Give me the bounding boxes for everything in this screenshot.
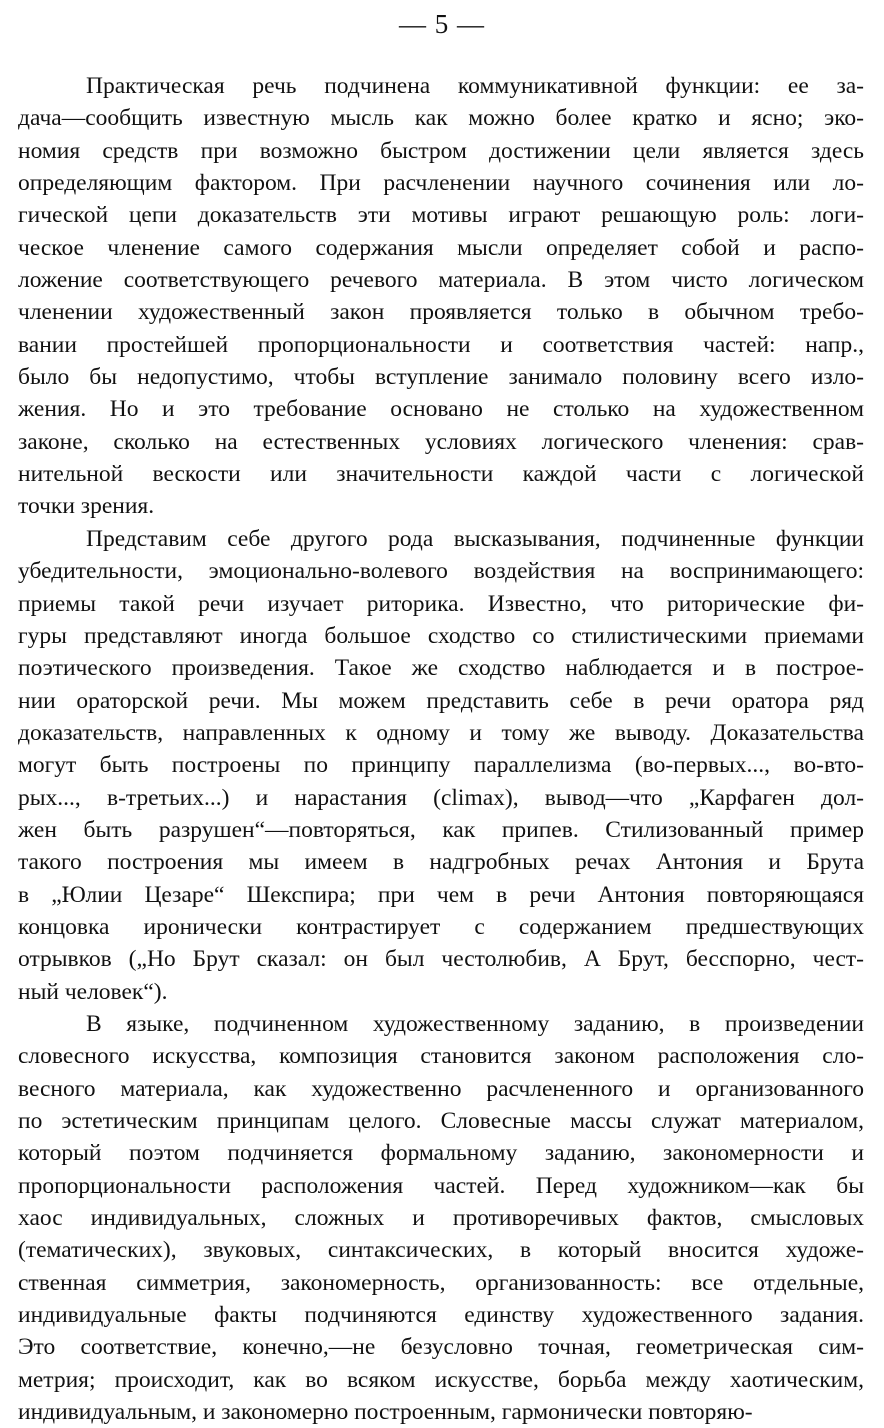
text-line: определяющим фактором. При расчленении научного сочинения или ло- [18, 170, 864, 197]
text-line: было бы недопустимо, чтобы вступление занимало половину всего изло- [18, 364, 864, 391]
text-line: весного материала, как художественно расчлененного и организованного [18, 1075, 864, 1102]
text-line: ческое членение самого содержания мысли определяет собой и распо- [18, 234, 864, 261]
text-line: доказательств, направленных к одному и тому же выводу. Доказательства [18, 719, 864, 746]
paragraph [18, 523, 864, 1008]
text-line: членении художественный закон проявляется только в обычном требо- [18, 299, 864, 326]
text-line: В языке, подчиненном художественному заданию, в произведении [86, 1010, 864, 1037]
text-line: ственная симметрия, закономерность, организованность: все отдельные, [18, 1269, 864, 1296]
text-line: могут быть построены по принципу параллелизма (во-первых..., во-вто- [18, 752, 864, 779]
text-line: гической цепи доказательств эти мотивы играют решающую роль: логи- [18, 202, 864, 229]
text-line: такого построения мы имеем в надгробных речах Антония и Брута [18, 849, 864, 876]
text-line: индивидуальные факты подчиняются единству художественного задания. [18, 1302, 864, 1329]
text-line: жен быть разрушен“—повторяться, как припев. Стилизованный пример [18, 816, 864, 843]
text-line: словесного искусства, композиция становится законом расположения сло- [18, 1043, 864, 1070]
text-line: убедительности, эмоционально-волевого воздействия на воспринимающего: [18, 558, 864, 585]
text-line: номия средств при возможно быстром достижении цели является здесь [18, 137, 864, 164]
text-line: (тематических), звуковых, синтаксических, в который вносится художе- [18, 1237, 864, 1264]
text-line: нительной вескости или значительности каждой части с логической [18, 461, 864, 488]
text-line: который поэтом подчиняется формальному заданию, закономерности и [18, 1140, 864, 1167]
text-line: по эстетическим принципам целого. Словесные массы служат материалом, [18, 1108, 864, 1134]
text-line: законе, сколько на естественных условиях логического членения: срав- [18, 428, 864, 455]
text-line: жения. Но и это требование основано не столько на художественном [18, 396, 864, 423]
text-line: гуры представляют иногда большое сходство со стилистическими приемами [18, 622, 864, 649]
text-line: Практическая речь подчинена коммуникативной функции: ее за- [86, 73, 864, 99]
text-line: ный человек“). [18, 978, 168, 1005]
page-number: — 5 — [399, 9, 485, 39]
text-line: приемы такой речи изучает риторика. Известно, что риторические фи- [18, 590, 864, 617]
paragraph [18, 70, 864, 523]
text-line: Это соответствие, конечно,—не безусловно точная, геометрическая сим- [18, 1334, 864, 1361]
text-line: дача—сообщить известную мысль как можно более кратко и ясно; эко- [18, 105, 864, 132]
text-line: Представим себе другого рода высказывания, подчиненные функции [86, 525, 864, 552]
text-line: ложение соответствующего речевого материала. В этом чисто логическом [18, 267, 864, 294]
text-line: хаос индивидуальных, сложных и противоречивых фактов, смысловых [18, 1205, 864, 1232]
text-line: пропорциональности расположения частей. Перед художником—как бы [18, 1172, 864, 1199]
text-line: индивидуальным, и закономерно построенным, гармонически повторяю- [18, 1399, 753, 1426]
text-line: в „Юлии Цезаре“ Шекспира; при чем в речи Антония повторяющаяся [18, 881, 864, 908]
text-line: поэтического произведения. Такое же сходство наблюдается и в построе- [18, 655, 864, 682]
text-line: вании простейшей пропорциональности и соответствия частей: напр., [18, 331, 864, 358]
text-line: отрывков („Но Брут сказал: он был честолюбив, А Брут, бесспорно, чест- [18, 946, 864, 973]
paragraph [18, 1008, 864, 1428]
text-line: нии ораторской речи. Мы можем представить себе в речи оратора ряд [18, 687, 864, 714]
text-line: точки зрения. [18, 493, 155, 520]
document-body [18, 70, 864, 1428]
text-line: метрия; происходит, как во всяком искусстве, борьба между хаотическим, [18, 1366, 864, 1393]
text-line: рых..., в-третьих...) и нарастания (climax), вывод—что „Карфаген дол- [18, 784, 864, 811]
text-line: концовка иронически контрастирует с содержанием предшествующих [18, 913, 864, 940]
